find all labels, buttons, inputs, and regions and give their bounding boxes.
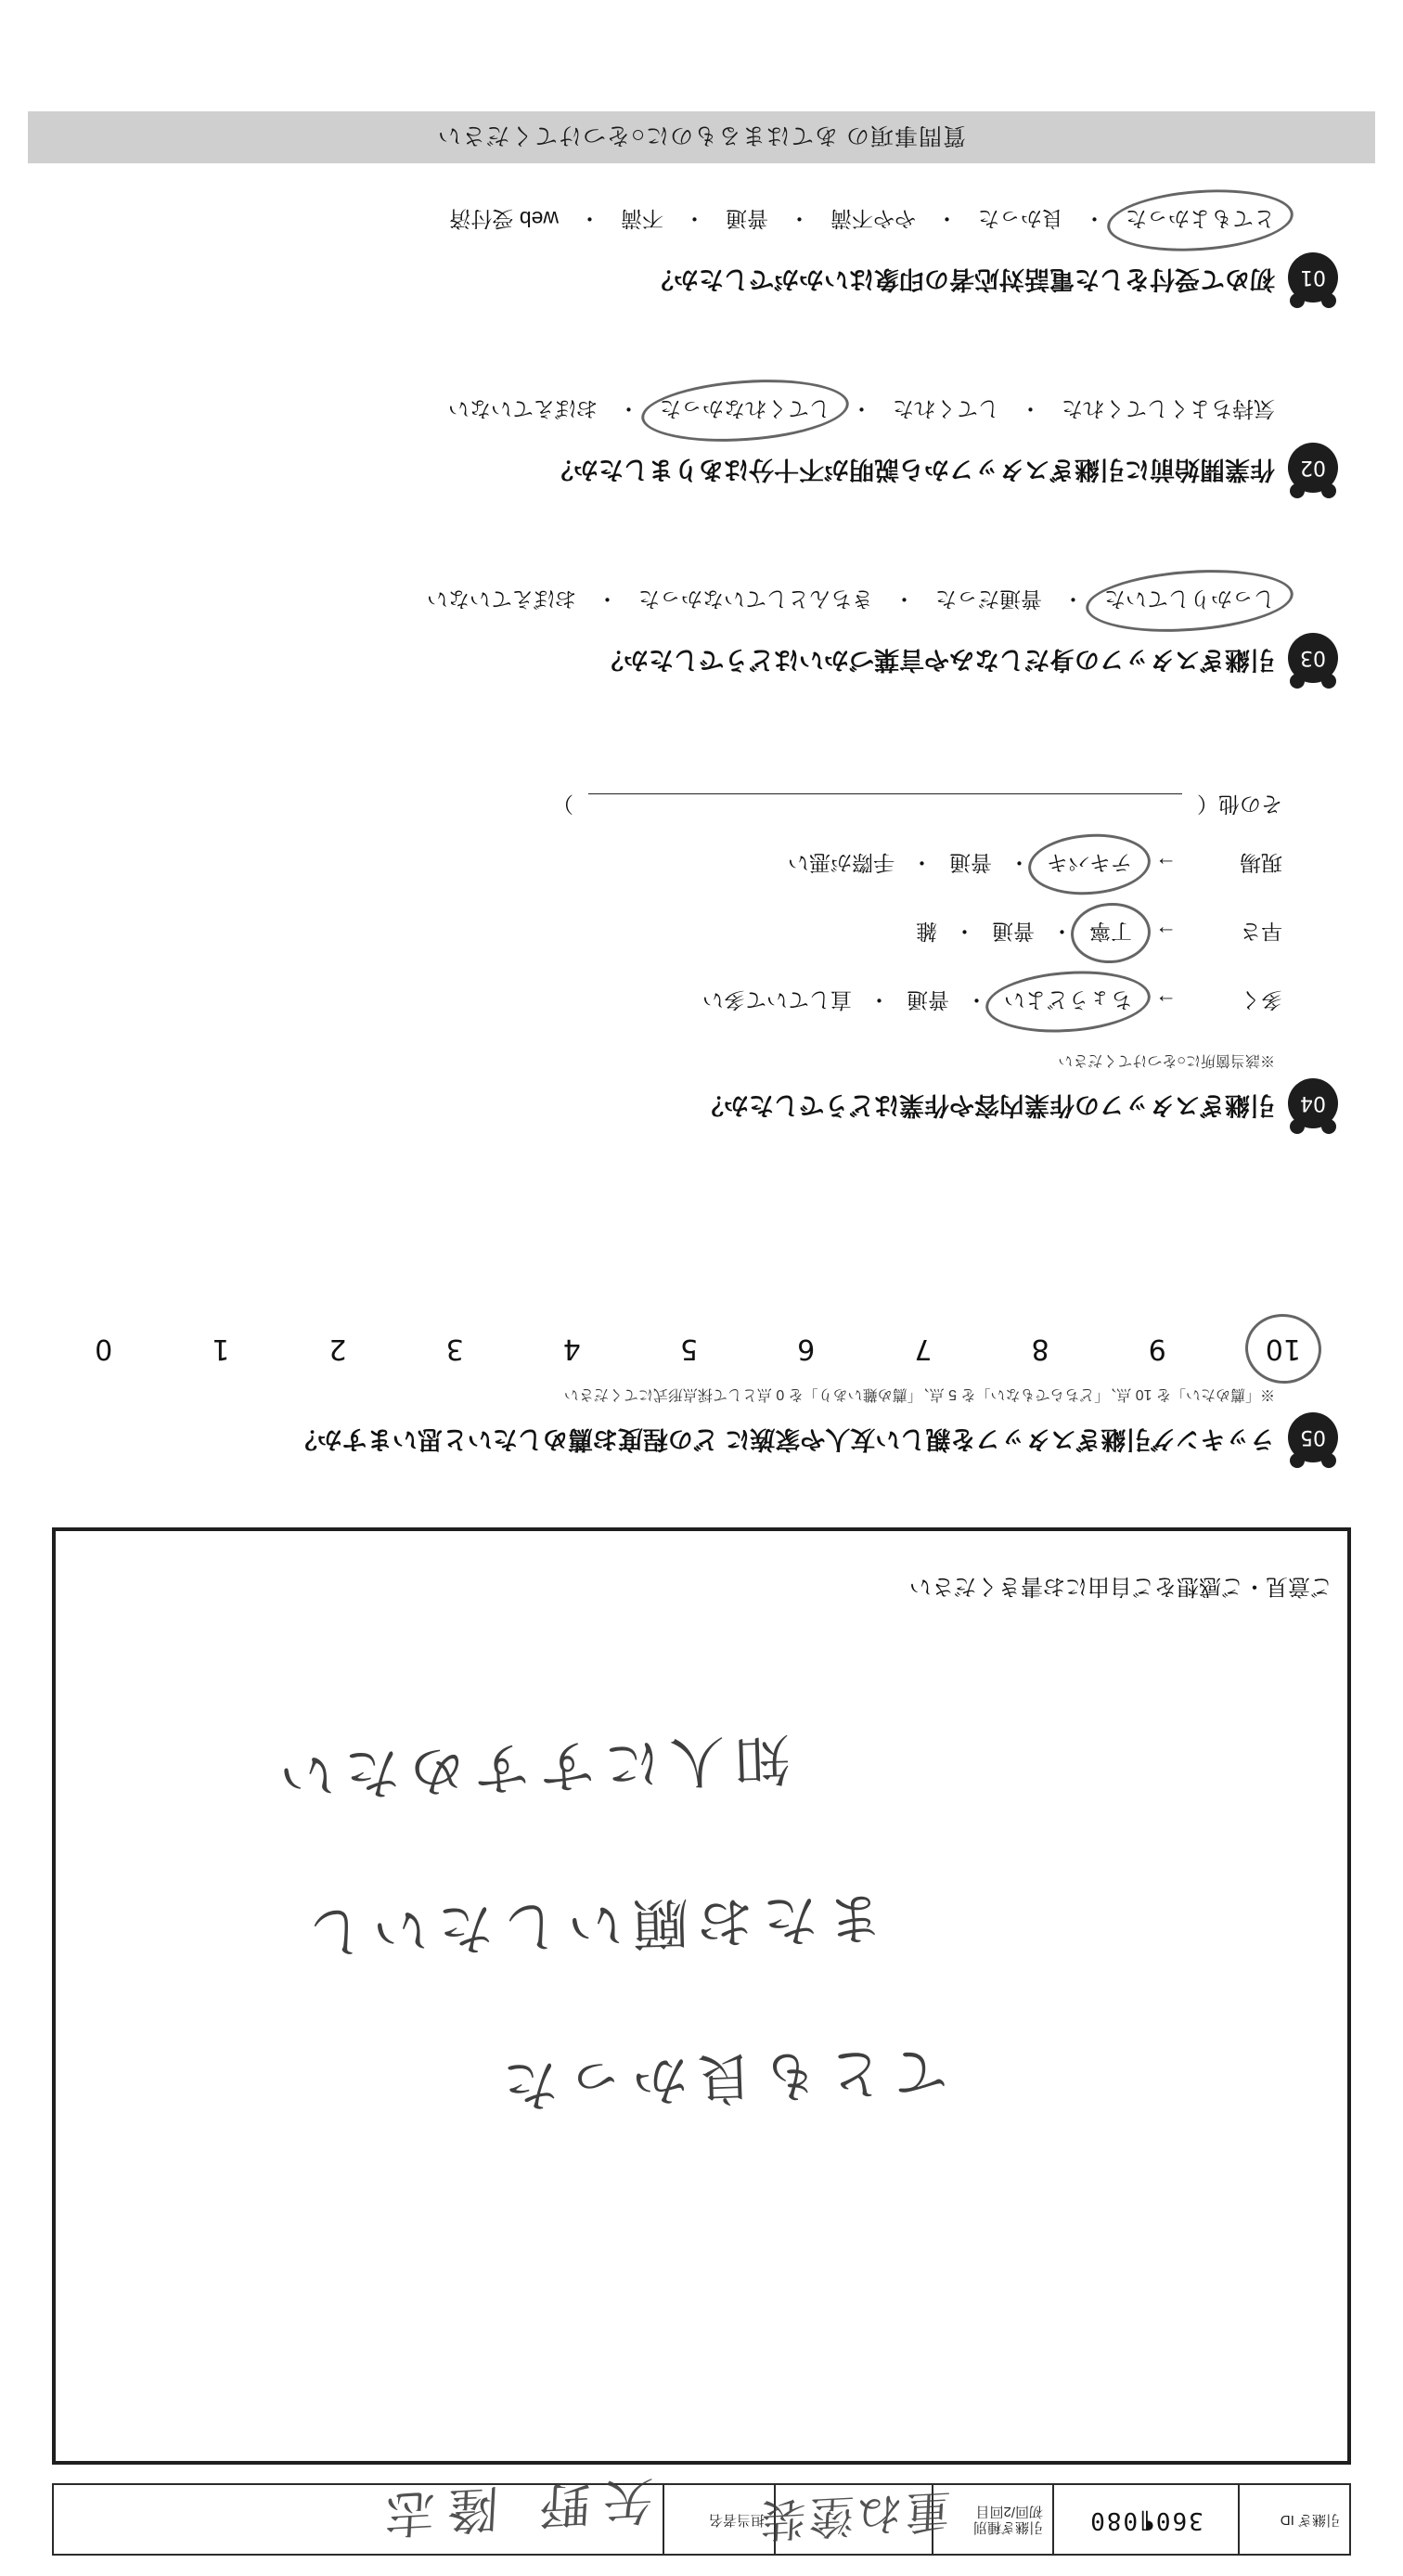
question-05-badge: 05 bbox=[1288, 1412, 1338, 1462]
question-01-badge: 01 bbox=[1288, 252, 1338, 303]
other-close: ） bbox=[552, 792, 573, 817]
matrix-row-1 bbox=[58, 968, 1282, 1037]
matrix-row-2-option-3[interactable]: 雑 bbox=[916, 920, 937, 945]
matrix-row-1-sep-2: ・ bbox=[869, 988, 890, 1013]
matrix-row-3-sep-2: ・ bbox=[911, 851, 933, 876]
question-03-head bbox=[58, 633, 1338, 683]
question-01-option-1[interactable]: とてもよかった bbox=[1126, 205, 1275, 236]
question-05-scale bbox=[95, 1333, 1301, 1365]
scale-option-8[interactable]: 8 bbox=[1031, 1333, 1049, 1365]
scale-option-1[interactable]: 1 bbox=[212, 1333, 230, 1365]
question-02-option-4[interactable]: おぼえていない bbox=[448, 397, 598, 421]
question-02-options bbox=[58, 395, 1275, 426]
question-03-option-2[interactable]: 普通だった bbox=[935, 587, 1042, 612]
matrix-row-2-option-2[interactable]: 普通 bbox=[992, 920, 1035, 945]
question-04 bbox=[58, 791, 1338, 1128]
question-04-text: 引継ぎスタッフの作業内容や作業はどうでしたか？ bbox=[699, 1091, 1275, 1119]
scale-option-4[interactable]: 4 bbox=[562, 1333, 581, 1365]
question-01-sep-5: ・ bbox=[579, 207, 600, 231]
matrix-row-3-option-1[interactable]: テキパキ bbox=[1047, 850, 1132, 881]
header-id-value-cell bbox=[1052, 2485, 1238, 2554]
matrix-row-2-sep-2: ・ bbox=[954, 920, 975, 945]
question-05-head bbox=[58, 1412, 1338, 1462]
question-03-badge: 03 bbox=[1288, 633, 1338, 683]
question-03-sep-3: ・ bbox=[597, 587, 618, 612]
question-01-option-5[interactable]: 不満 bbox=[621, 207, 663, 231]
question-02 bbox=[58, 395, 1338, 493]
header-kind-value: 重ね塗装 bbox=[755, 2483, 952, 2547]
question-02-badge: 02 bbox=[1288, 443, 1338, 493]
question-03-option-3[interactable]: きちんとしていなかった bbox=[638, 587, 873, 612]
header-kind-value-cell bbox=[755, 2483, 952, 2554]
scale-option-6[interactable]: 6 bbox=[797, 1333, 816, 1365]
question-03 bbox=[58, 586, 1338, 683]
header-id-value: 360¶080 bbox=[1088, 2505, 1203, 2534]
matrix-row-1-option-1[interactable]: ちょうどよい bbox=[1004, 987, 1132, 1018]
question-01-option-3[interactable]: やや不満 bbox=[830, 207, 916, 231]
question-01-option-4[interactable]: 普通 bbox=[726, 207, 768, 231]
comment-label: ご意見・ご感想をご自由にお書きください bbox=[909, 1574, 1332, 1599]
scale-option-2[interactable]: 2 bbox=[328, 1333, 347, 1365]
question-02-option-2[interactable]: してくれた bbox=[893, 397, 999, 421]
question-03-sep-2: ・ bbox=[894, 587, 915, 612]
matrix-row-2-sep-1: ・ bbox=[1051, 920, 1073, 945]
question-04-badge: 04 bbox=[1288, 1078, 1338, 1128]
matrix-row-2-arrow: → bbox=[1155, 921, 1177, 947]
free-comment-box bbox=[52, 1527, 1351, 2465]
header-sign-value: 矢野 隆志 bbox=[370, 2470, 655, 2544]
scale-option-9[interactable]: 9 bbox=[1148, 1333, 1166, 1365]
header-id-label: 引継ぎ ID bbox=[1280, 2511, 1340, 2528]
header-sign-value-cell bbox=[54, 2470, 663, 2554]
matrix-row-2 bbox=[58, 899, 1282, 968]
scale-option-3[interactable]: 3 bbox=[445, 1333, 464, 1365]
question-02-text: 作業開始前に引継ぎスタッフから説明が不十分はありましたか？ bbox=[548, 456, 1275, 483]
question-01-options bbox=[58, 205, 1275, 236]
question-04-head bbox=[58, 1078, 1338, 1128]
question-02-head bbox=[58, 443, 1338, 493]
matrix-row-3 bbox=[58, 831, 1282, 899]
question-01-option-2[interactable]: 良かった bbox=[978, 207, 1063, 231]
question-01-sep-4: ・ bbox=[684, 207, 705, 231]
form-title-band bbox=[28, 111, 1375, 163]
matrix-row-1-label: 多く bbox=[1240, 988, 1282, 1013]
question-01 bbox=[58, 205, 1338, 303]
comment-handwriting-line-2: またお願いしたいし bbox=[298, 1884, 884, 1965]
other-input-line[interactable] bbox=[588, 793, 1182, 818]
question-05-note: ※「薦めたい」を 10 点、「どちらでもない」を 5 点、「薦め難いあり」を 0 点として採点形式にてください bbox=[563, 1386, 1275, 1402]
question-01-sep-1: ・ bbox=[1084, 207, 1105, 231]
matrix-row-3-option-2[interactable]: 普通 bbox=[949, 851, 992, 876]
header-sign-label: 担当者名 bbox=[708, 2511, 765, 2528]
question-02-sep-2: ・ bbox=[851, 397, 872, 421]
matrix-row-3-option-3[interactable]: 手際が悪い bbox=[788, 851, 895, 876]
header-id-strip bbox=[52, 2470, 1351, 2556]
scale-option-7[interactable]: 7 bbox=[914, 1333, 933, 1365]
question-01-text: 初めて受付をした電話対応者の印象はいかがでしたか？ bbox=[649, 265, 1275, 293]
matrix-row-1-option-2[interactable]: 普通 bbox=[907, 988, 949, 1013]
matrix-row-3-sep-1: ・ bbox=[1009, 851, 1030, 876]
scale-option-5[interactable]: 5 bbox=[679, 1333, 699, 1365]
question-05 bbox=[58, 1333, 1338, 1462]
matrix-row-3-label: 現場 bbox=[1240, 851, 1282, 876]
question-05-text: ラッキング引継ぎスタッフを親しい友人や家族に どの程度お薦めしたいと思いますか？ bbox=[291, 1425, 1275, 1453]
matrix-row-1-option-3[interactable]: 直していて多い bbox=[702, 988, 852, 1013]
question-04-note: ※該当箇所に○をつけてください bbox=[1058, 1052, 1275, 1068]
matrix-row-3-arrow: → bbox=[1155, 853, 1177, 878]
scale-option-10[interactable]: 10 bbox=[1265, 1333, 1301, 1365]
question-02-sep-1: ・ bbox=[1020, 397, 1041, 421]
other-label: その他（ bbox=[1197, 792, 1282, 817]
question-03-sep-1: ・ bbox=[1062, 587, 1084, 612]
question-03-option-1[interactable]: しっかりしていた bbox=[1104, 586, 1275, 616]
comment-handwriting-line-3: 知人にすすめたい bbox=[269, 1725, 792, 1809]
question-02-option-1[interactable]: 気持ちよくしてくれた bbox=[1062, 397, 1275, 421]
question-03-text: 引継ぎスタッフの身だしなみや言葉づかいはどうでしたか？ bbox=[599, 646, 1275, 674]
question-02-sep-3: ・ bbox=[618, 397, 639, 421]
question-01-sep-3: ・ bbox=[789, 207, 810, 231]
matrix-row-1-arrow: → bbox=[1155, 990, 1177, 1015]
scale-option-0[interactable]: 0 bbox=[95, 1333, 113, 1365]
matrix-row-2-label: 早さ bbox=[1240, 920, 1282, 945]
question-01-option-6[interactable]: web 受付済 bbox=[449, 207, 559, 231]
question-03-options bbox=[58, 586, 1275, 616]
form-title: 質問事項の あてはまるものに○をつけてください bbox=[436, 122, 967, 148]
question-04-other-row bbox=[58, 791, 1282, 821]
header-kind-label: 引継ぎ種別 bbox=[972, 2519, 1043, 2536]
matrix-row-2-option-1[interactable]: 丁寧 bbox=[1089, 919, 1132, 949]
question-01-head bbox=[58, 252, 1338, 303]
question-01-sep-2: ・ bbox=[936, 207, 958, 231]
header-id-label-cell bbox=[1238, 2485, 1349, 2554]
question-02-option-3[interactable]: してくれなかった bbox=[660, 395, 830, 426]
matrix-row-1-sep-1: ・ bbox=[966, 988, 987, 1013]
question-04-matrix bbox=[58, 831, 1282, 1037]
header-kind-sub: 初回/2回目 bbox=[975, 2504, 1043, 2519]
question-03-option-4[interactable]: おぼえていない bbox=[427, 587, 576, 612]
comment-handwriting-line-1: てとも良かった bbox=[492, 2037, 949, 2119]
